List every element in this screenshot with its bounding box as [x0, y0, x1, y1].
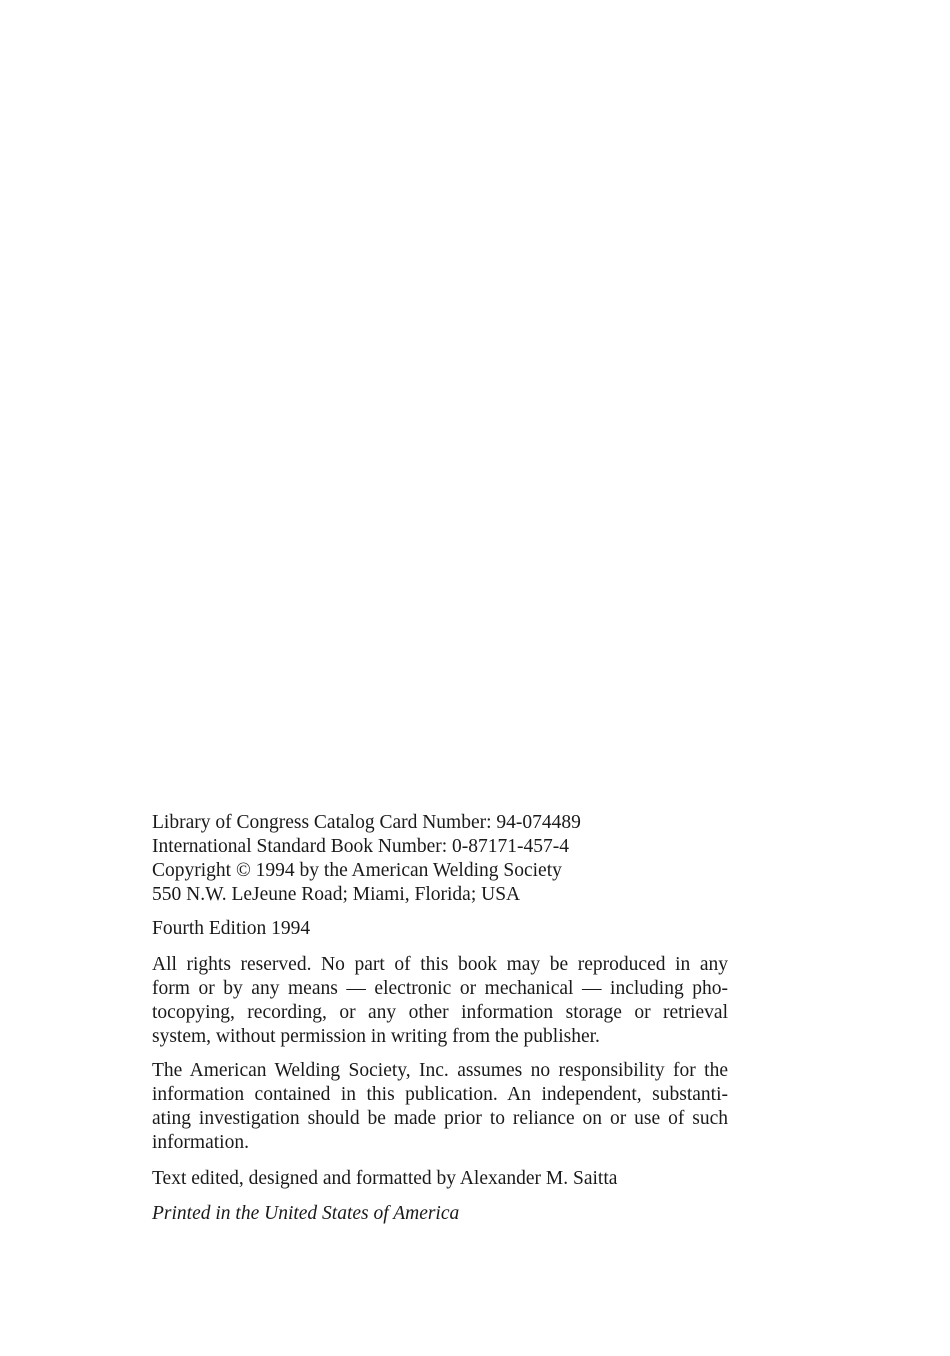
edition: Fourth Edition 1994 — [152, 918, 311, 939]
disclaimer-line: information contained in this publication. An independent, substanti- — [152, 1084, 728, 1105]
imprint-block — [152, 811, 728, 907]
publisher-address: 550 N.W. LeJeune Road; Miami, Florida; USA — [152, 884, 521, 905]
printed-in: Printed in the United States of America — [152, 1203, 460, 1224]
edition-block — [152, 917, 728, 941]
credits: Text edited, designed and formatted by Alexander M. Saitta — [152, 1168, 618, 1189]
catalog-card-number: Library of Congress Catalog Card Number: 94-074489 — [152, 812, 581, 833]
printed-block — [152, 1202, 728, 1226]
disclaimer-line: The American Welding Society, Inc. assumes no responsibility for the — [152, 1060, 728, 1081]
disclaimer-line: ating investigation should be made prior to reliance on or use of such — [152, 1108, 728, 1129]
rights-line: All rights reserved. No part of this book may be reproduced in any — [152, 954, 728, 975]
credits-block — [152, 1167, 728, 1191]
disclaimer-line: information. — [152, 1132, 249, 1153]
rights-paragraph — [152, 953, 728, 1049]
rights-line: system, without permission in writing from the publisher. — [152, 1026, 600, 1047]
disclaimer-paragraph — [152, 1059, 728, 1155]
rights-line: tocopying, recording, or any other information storage or retrieval — [152, 1002, 728, 1023]
isbn: International Standard Book Number: 0-87171-457-4 — [152, 836, 569, 857]
copyright: Copyright © 1994 by the American Welding Society — [152, 860, 562, 881]
rights-line: form or by any means — electronic or mechanical — including pho- — [152, 978, 728, 999]
